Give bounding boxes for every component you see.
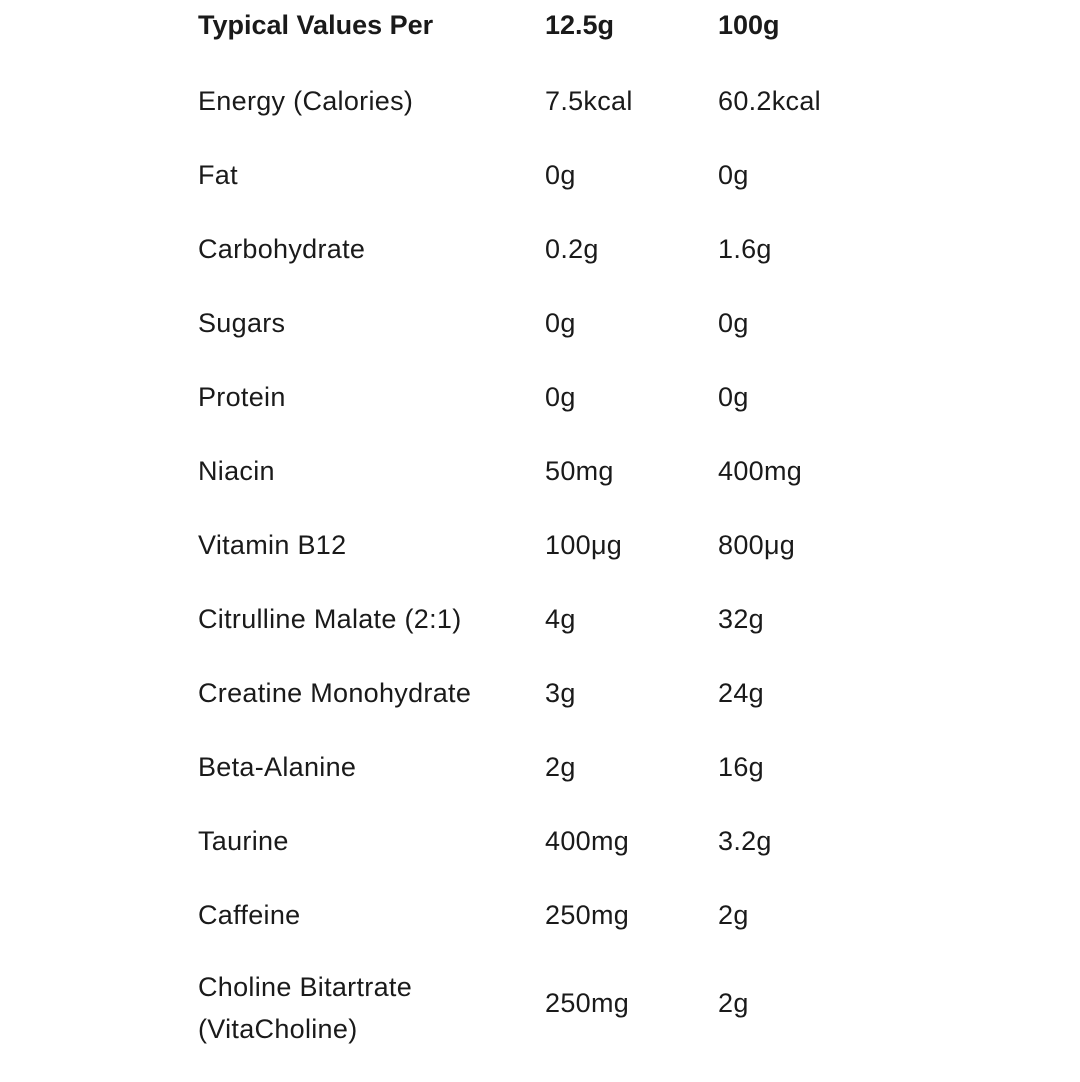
table-row bbox=[198, 962, 898, 1082]
nutrient-name: Sugars bbox=[198, 308, 286, 338]
serving-value: 50mg bbox=[545, 456, 614, 486]
serving-value: 4g bbox=[545, 604, 576, 634]
nutrient-name-line1: Choline Bitartrate bbox=[198, 972, 413, 1002]
per100g-value: 32g bbox=[718, 604, 764, 634]
nutrition-table bbox=[198, 0, 898, 1082]
per100g-value: 2g bbox=[718, 900, 749, 930]
nutrient-name-line2: (VitaCholine) bbox=[198, 1014, 358, 1044]
serving-value: 0g bbox=[545, 308, 576, 338]
per100g-value: 3.2g bbox=[718, 826, 772, 856]
per100g-value: 800μg bbox=[718, 530, 796, 560]
nutrient-name: Fat bbox=[198, 160, 238, 190]
serving-value: 3g bbox=[545, 678, 576, 708]
table-row bbox=[198, 444, 898, 518]
per100g-value: 0g bbox=[718, 308, 749, 338]
table-row bbox=[198, 370, 898, 444]
header-serving-size: 12.5g bbox=[545, 10, 615, 40]
header-label: Typical Values Per bbox=[198, 10, 434, 40]
nutrient-name bbox=[198, 966, 412, 1050]
per100g-value: 60.2kcal bbox=[718, 86, 821, 116]
nutrient-name: Energy (Calories) bbox=[198, 86, 414, 116]
table-row bbox=[198, 814, 898, 888]
nutrient-name: Vitamin B12 bbox=[198, 530, 347, 560]
nutrient-name: Citrulline Malate (2:1) bbox=[198, 604, 462, 634]
serving-value: 400mg bbox=[545, 826, 630, 856]
nutrient-name: Protein bbox=[198, 382, 286, 412]
table-row bbox=[198, 74, 898, 148]
nutrient-name: Creatine Monohydrate bbox=[198, 678, 472, 708]
nutrient-name: Carbohydrate bbox=[198, 234, 366, 264]
nutrient-name: Taurine bbox=[198, 826, 289, 856]
table-row bbox=[198, 148, 898, 222]
per100g-value: 0g bbox=[718, 160, 749, 190]
per100g-value: 1.6g bbox=[718, 234, 772, 264]
table-row bbox=[198, 888, 898, 962]
serving-value: 100μg bbox=[545, 530, 623, 560]
per100g-value: 400mg bbox=[718, 456, 803, 486]
table-row bbox=[198, 296, 898, 370]
serving-value: 250mg bbox=[545, 988, 630, 1018]
table-header-row bbox=[198, 0, 898, 74]
table-row bbox=[198, 222, 898, 296]
per100g-value: 0g bbox=[718, 382, 749, 412]
table-row bbox=[198, 592, 898, 666]
per100g-value: 24g bbox=[718, 678, 764, 708]
serving-value: 0g bbox=[545, 160, 576, 190]
serving-value: 0g bbox=[545, 382, 576, 412]
table-row bbox=[198, 518, 898, 592]
nutrient-name: Beta-Alanine bbox=[198, 752, 357, 782]
per100g-value: 2g bbox=[718, 988, 749, 1018]
serving-value: 0.2g bbox=[545, 234, 599, 264]
nutrient-name: Caffeine bbox=[198, 900, 301, 930]
serving-value: 250mg bbox=[545, 900, 630, 930]
table-row bbox=[198, 666, 898, 740]
nutrient-name: Niacin bbox=[198, 456, 275, 486]
serving-value: 7.5kcal bbox=[545, 86, 633, 116]
header-per-100g: 100g bbox=[718, 10, 780, 40]
per100g-value: 16g bbox=[718, 752, 764, 782]
serving-value: 2g bbox=[545, 752, 576, 782]
table-row bbox=[198, 740, 898, 814]
